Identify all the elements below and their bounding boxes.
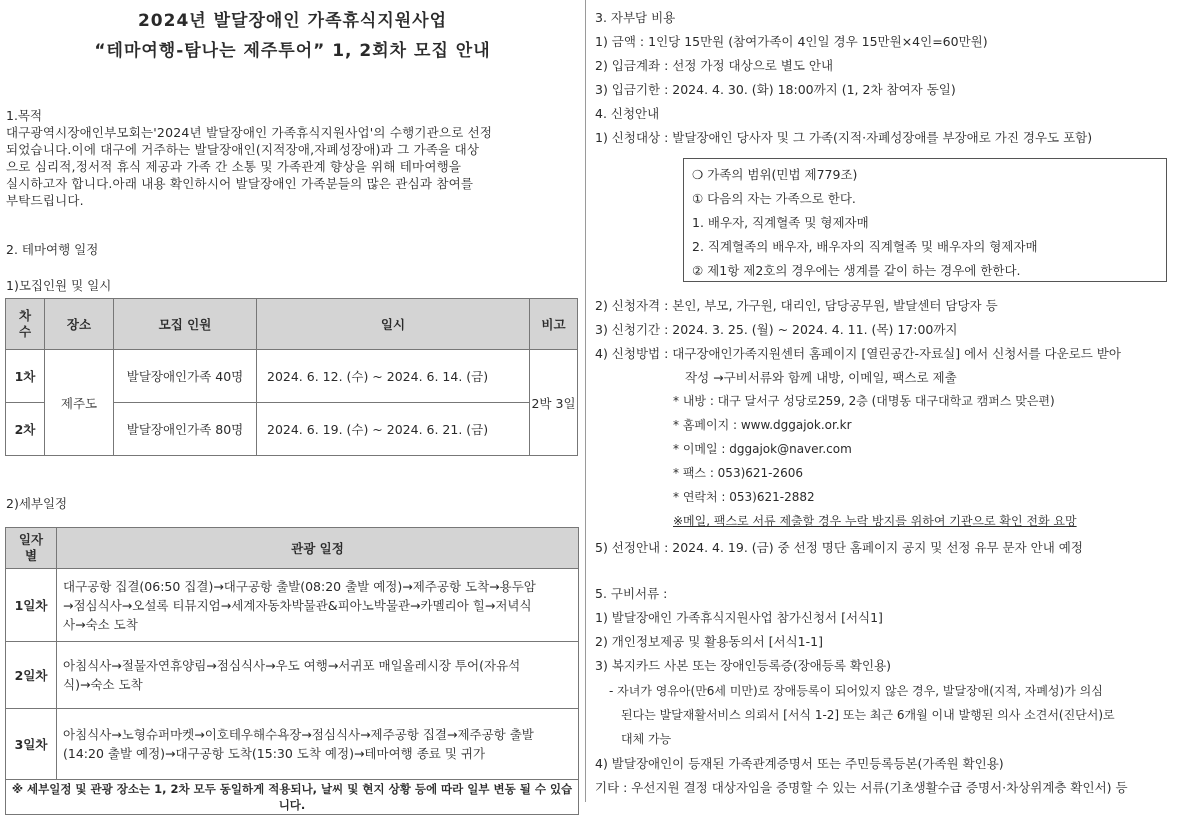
purpose-line: 되었습니다.이에 대구에 거주하는 발달장애인(지적장애,자폐성장애)과 그 가족을 대상: [6, 142, 480, 157]
itinerary-cell: [57, 569, 579, 642]
document-item: 2) 개인정보제공 및 활용동의서 [서식1-1]: [595, 634, 823, 649]
table-header-cell: 장소: [45, 299, 114, 350]
table-header-cell: 일시: [257, 299, 530, 350]
table-header-cell: 비고: [530, 299, 578, 350]
itinerary-cell: [57, 642, 579, 709]
itinerary-line: 아침식사→절물자연휴양림→점심식사→우도 여행→서귀포 매일올레시장 투어(자유석: [63, 658, 521, 673]
purpose-line: 으로 심리적,정서적 휴식 제공과 가족 간 소통 및 가족관계 향상을 위해 테마여행을: [6, 159, 462, 174]
round-cell: 1차: [6, 350, 45, 403]
family-box-line: ② 제1항 제2호의 경우에는 생계를 같이 하는 경우에 한한다.: [692, 263, 1021, 278]
detail-subheading: 2)세부일정: [6, 496, 68, 511]
page-title-line1: 2024년 발달장애인 가족휴식지원사업: [137, 11, 448, 31]
table-row: [6, 642, 579, 709]
note-cell: 2박 3일: [530, 350, 578, 456]
apply-heading: 4. 신청안내: [595, 106, 660, 121]
itinerary-line: (14:20 출발 예정)→대구공항 도착(15:30 도착 예정)→테마여행 종료 및 귀가: [63, 746, 486, 761]
recruit-table: [5, 298, 578, 456]
table-row: [6, 569, 579, 642]
contact-visit: * 내방 : 대구 달서구 성당로259, 2층 (대명동 대구대학교 캠퍼스 맞은편): [673, 394, 1055, 408]
document-sub-note: 된다는 발달재활서비스 의뢰서 [서식 1-2] 또는 최근 6개월 이내 발행된 의사 소견서(진단서)로: [621, 708, 1115, 722]
contact-phone: * 연락처 : 053)621-2882: [673, 490, 815, 504]
place-cell: 제주도: [45, 350, 114, 456]
itinerary-table: [5, 527, 579, 815]
method-note: ※메일, 팩스로 서류 제출할 경우 누락 방지를 위하여 기관으로 확인 전화 요망: [673, 514, 1077, 528]
people-cell: 발달장애인가족 80명: [114, 403, 257, 456]
purpose-line: 실시하고자 합니다.아래 내용 확인하시어 발달장애인 가족분들의 많은 관심과 참여를: [6, 176, 474, 191]
apply-qualification: 2) 신청자격 : 본인, 부모, 가구원, 대리인, 담당공무원, 발달센터 담당자 등: [595, 298, 998, 313]
apply-method-line2: 작성 →구비서류와 함께 내방, 이메일, 팩스로 제출: [685, 370, 957, 385]
date-cell: 2024. 6. 12. (수) ~ 2024. 6. 14. (금): [257, 350, 530, 403]
purpose-line: 부탁드립니다.: [6, 193, 84, 208]
purpose-line: 대구광역시장애인부모회는'2024년 발달장애인 가족휴식지원사업'의 수행기관으로 선정: [6, 125, 493, 140]
document-sub-note: 대체 가능: [621, 732, 672, 746]
itinerary-cell: [57, 709, 579, 780]
table-header-cell: 차 수: [6, 299, 45, 350]
table-row: [6, 709, 579, 780]
people-cell: 발달장애인가족 40명: [114, 350, 257, 403]
table-header-cell: 일자 별: [6, 528, 57, 569]
apply-target: 1) 신청대상 : 발달장애인 당사자 및 그 가족(지적·자폐성장애를 부장애로 가진 경우도 포함): [595, 130, 1093, 145]
right-column: [585, 0, 1200, 802]
itinerary-line: 사→숙소 도착: [63, 616, 138, 632]
table-footnote-row: [6, 780, 579, 815]
table-row: [6, 350, 578, 403]
purpose-heading: 1.목적: [6, 108, 43, 123]
page-title-line2: “테마여행-탐나는 제주투어” 1, 2회차 모집 안내: [94, 41, 491, 61]
itinerary-line: →점심식사→오설록 티뮤지엄→세계자동차박물관&피아노박물관→카멜리아 힐→저녁식: [63, 597, 532, 613]
day-cell: 1일차: [6, 569, 57, 642]
cost-item: 3) 입금기한 : 2024. 4. 30. (화) 18:00까지 (1, 2차 참여자 동일): [595, 82, 956, 97]
recruit-subheading: 1)모집인원 및 일시: [6, 278, 112, 293]
family-scope-box: [683, 158, 1167, 282]
apply-period: 3) 신청기간 : 2024. 3. 25. (월) ~ 2024. 4. 11. (목) 17:00까지: [595, 322, 958, 337]
cost-item: 1) 금액 : 1인당 15만원 (참여가족이 4인일 경우 15만원×4인=60만원): [595, 34, 988, 49]
contact-homepage[interactable]: * 홈페이지 : www.dggajok.or.kr: [673, 418, 852, 432]
day-cell: 2일차: [6, 642, 57, 709]
itinerary-line: 대구공항 집결(06:50 집결)→대구공항 출발(08:20 출발 예정)→제주공항 도착→용두암: [63, 578, 536, 594]
contact-email[interactable]: * 이메일 : dggajok@naver.com: [673, 442, 852, 456]
cost-item: 2) 입금계좌 : 선정 가정 대상으로 별도 안내: [595, 58, 834, 73]
left-column: [0, 0, 585, 812]
family-box-line: 1. 배우자, 직계혈족 및 형제자매: [692, 215, 869, 230]
document-item: 4) 발달장애인이 등재된 가족관계증명서 또는 주민등록등본(가족원 확인용): [595, 756, 1004, 771]
apply-selection: 5) 선정안내 : 2024. 4. 19. (금) 중 선정 명단 홈페이지 공지 및 선정 유무 문자 안내 예정: [595, 540, 1083, 555]
documents-heading: 5. 구비서류 :: [595, 586, 668, 601]
family-box-line: 2. 직계혈족의 배우자, 배우자의 직계혈족 및 배우자의 형제자매: [692, 239, 1038, 254]
table-header-row: [6, 528, 579, 569]
family-box-line: ① 다음의 자는 가족으로 한다.: [692, 191, 856, 206]
cost-heading: 3. 자부담 비용: [595, 10, 676, 25]
schedule-heading: 2. 테마여행 일정: [6, 242, 99, 257]
itinerary-line: 아침식사→노형슈퍼마켓→이호테우해수욕장→점심식사→제주공항 집결→제주공항 출발: [63, 727, 534, 742]
document-other: 기타 : 우선지원 결정 대상자임을 증명할 수 있는 서류(기초생활수급 증명서·차상위계층 확인서) 등: [595, 780, 1128, 795]
table-header-cell: 모집 인원: [114, 299, 257, 350]
table-header-row: [6, 299, 578, 350]
document-item: 3) 복지카드 사본 또는 장애인등록증(장애등록 확인용): [595, 658, 892, 673]
family-box-line: ❍ 가족의 범위(민법 제779조): [692, 167, 858, 182]
purpose-paragraph: [6, 124, 566, 209]
itinerary-footnote: ※ 세부일정 및 관광 장소는 1, 2차 모두 동일하게 적용되나, 날씨 및 현지 상황 등에 따라 일부 변동 될 수 있습니다.: [6, 780, 579, 815]
apply-method-line1: 4) 신청방법 : 대구장애인가족지원센터 홈페이지 [열린공간-자료실] 에서 신청서를 다운로드 받아: [595, 346, 1121, 361]
itinerary-line: 식)→숙소 도착: [63, 677, 143, 692]
document-item: 1) 발달장애인 가족휴식지원사업 참가신청서 [서식1]: [595, 610, 883, 625]
date-cell: 2024. 6. 19. (수) ~ 2024. 6. 21. (금): [257, 403, 530, 456]
day-cell: 3일차: [6, 709, 57, 780]
document-sub-note: - 자녀가 영유아(만6세 미만)로 장애등록이 되어있지 않은 경우, 발달장애(지적, 자폐성)가 의심: [609, 684, 1103, 698]
round-cell: 2차: [6, 403, 45, 456]
contact-fax: * 팩스 : 053)621-2606: [673, 466, 804, 480]
table-header-cell: 관광 일정: [57, 528, 579, 569]
